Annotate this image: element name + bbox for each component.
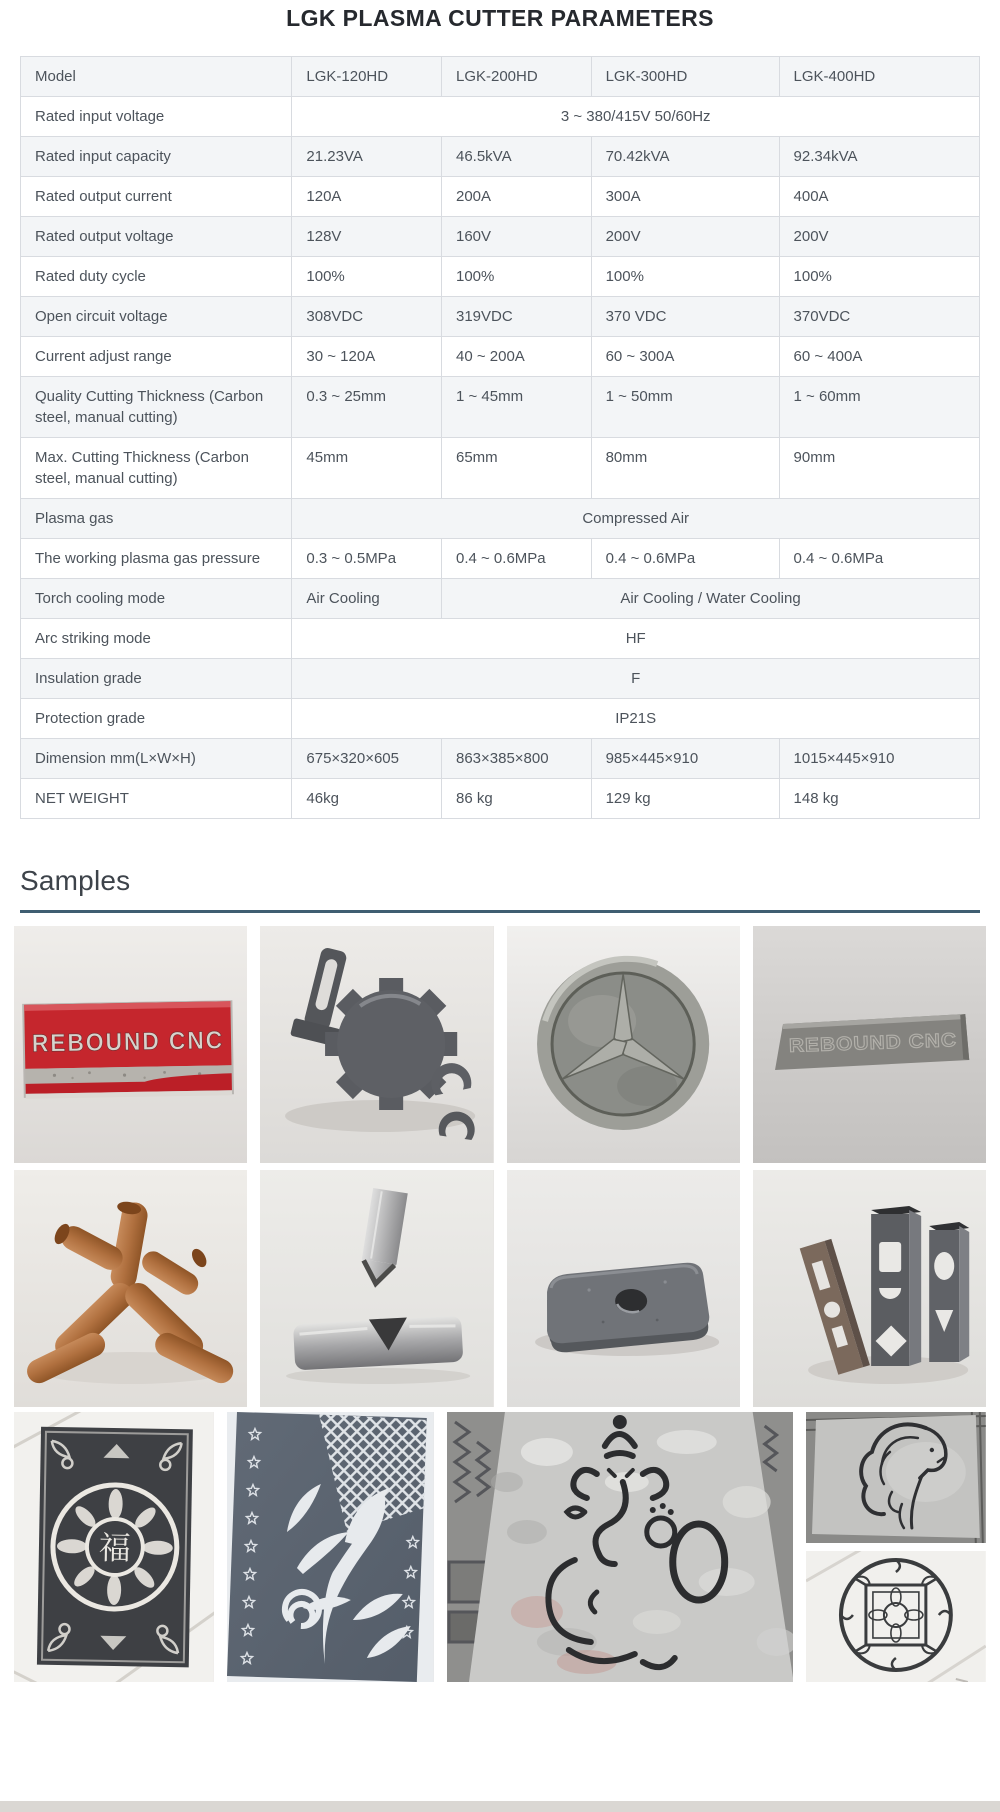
row-value: 0.4 ~ 0.6MPa (779, 539, 979, 579)
square-tubes-photo (753, 1170, 986, 1407)
row-label: Rated input voltage (21, 97, 292, 137)
table-row (21, 177, 980, 217)
row-label: Dimension mm(L×W×H) (21, 739, 292, 779)
row-value: 370VDC (779, 297, 979, 337)
row-label: The working plasma gas pressure (21, 539, 292, 579)
red-sign-photo (14, 926, 247, 1163)
row-label: Open circuit voltage (21, 297, 292, 337)
row-value: 120A (292, 177, 442, 217)
row-value: 1 ~ 45mm (441, 377, 591, 438)
col-header-300hd: LGK-300HD (591, 57, 779, 97)
table-row (21, 779, 980, 819)
col-header-model: Model (21, 57, 292, 97)
row-value: 863×385×800 (441, 739, 591, 779)
row-value: 319VDC (441, 297, 591, 337)
red-sign-text: REBOUND CNC (31, 1026, 242, 1058)
table-row (21, 97, 980, 137)
row-value: 308VDC (292, 297, 442, 337)
row-value-span: IP21S (292, 699, 980, 739)
row-label: Rated duty cycle (21, 257, 292, 297)
row-value: 0.3 ~ 25mm (292, 377, 442, 438)
row-value: 65mm (441, 438, 591, 499)
steel-plate (547, 1263, 709, 1353)
row-value: 0.3 ~ 0.5MPa (292, 539, 442, 579)
row-value: 0.4 ~ 0.6MPa (591, 539, 779, 579)
ganesha-sheet-photo (447, 1412, 794, 1682)
table-row (21, 257, 980, 297)
row-value: 148 kg (779, 779, 979, 819)
row-value: 200V (591, 217, 779, 257)
lion-sheet-photo (806, 1412, 986, 1543)
engraved-plate-text: REBOUND CNC (788, 1030, 943, 1057)
row-value-span: HF (292, 619, 980, 659)
table-row (21, 297, 980, 337)
v-notch-pipe-photo (260, 1170, 493, 1407)
row-value: 70.42kVA (591, 137, 779, 177)
table-row (21, 217, 980, 257)
col-header-400hd: LGK-400HD (779, 57, 979, 97)
table-row (21, 438, 980, 499)
table-row (21, 699, 980, 739)
row-value: 200V (779, 217, 979, 257)
cut-panel (37, 1427, 193, 1668)
row-value: 400A (779, 177, 979, 217)
table-row (21, 377, 980, 438)
row-value-span: 3 ~ 380/415V 50/60Hz (292, 97, 980, 137)
square-tube (871, 1206, 921, 1366)
row-value: 100% (591, 257, 779, 297)
row-label: Plasma gas (21, 499, 292, 539)
floral-panel-photo (227, 1412, 434, 1682)
table-row (21, 659, 980, 699)
fu-character: 福 (98, 1529, 132, 1567)
table-row (21, 539, 980, 579)
row-label: Rated output current (21, 177, 292, 217)
row-label: Arc striking mode (21, 619, 292, 659)
page-title: LGK PLASMA CUTTER PARAMETERS (286, 5, 714, 31)
rust-pipes-photo (14, 1170, 247, 1407)
square-plate-photo (507, 1170, 740, 1407)
row-value: Air Cooling (292, 579, 442, 619)
row-value: 60 ~ 400A (779, 337, 979, 377)
row-value: 45mm (292, 438, 442, 499)
col-header-200hd: LGK-200HD (441, 57, 591, 97)
table-row (21, 739, 980, 779)
row-value-span: Air Cooling / Water Cooling (441, 579, 979, 619)
star-emblem-photo (507, 926, 740, 1163)
row-label: Current adjust range (21, 337, 292, 377)
samples-right-stack (806, 1412, 986, 1682)
bottom-strip (0, 1801, 1000, 1812)
row-value: 40 ~ 200A (441, 337, 591, 377)
row-label: Torch cooling mode (21, 579, 292, 619)
row-value: 160V (441, 217, 591, 257)
col-header-120hd: LGK-120HD (292, 57, 442, 97)
table-row (21, 137, 980, 177)
fu-screen-panel-photo (14, 1412, 214, 1682)
row-label: NET WEIGHT (21, 779, 292, 819)
row-value: 100% (441, 257, 591, 297)
table-row (21, 579, 980, 619)
row-value: 92.34kVA (779, 137, 979, 177)
table-header-row (21, 57, 980, 97)
row-value: 129 kg (591, 779, 779, 819)
row-value: 128V (292, 217, 442, 257)
row-value: 80mm (591, 438, 779, 499)
samples-heading: Samples (20, 865, 131, 896)
row-label: Rated input capacity (21, 137, 292, 177)
row-value: 200A (441, 177, 591, 217)
row-value: 46.5kVA (441, 137, 591, 177)
row-value: 100% (779, 257, 979, 297)
row-value: 86 kg (441, 779, 591, 819)
row-value-span: F (292, 659, 980, 699)
row-value-span: Compressed Air (292, 499, 980, 539)
row-label: Quality Cutting Thickness (Carbon steel, manual cutting) (21, 377, 292, 438)
table-row (21, 499, 980, 539)
row-value: 21.23VA (292, 137, 442, 177)
row-value: 100% (292, 257, 442, 297)
row-label: Rated output voltage (21, 217, 292, 257)
row-value: 46kg (292, 779, 442, 819)
spec-table (20, 56, 980, 819)
row-label: Insulation grade (21, 659, 292, 699)
row-value: 30 ~ 120A (292, 337, 442, 377)
row-value: 0.4 ~ 0.6MPa (441, 539, 591, 579)
row-label: Max. Cutting Thickness (Carbon steel, manual cutting) (21, 438, 292, 499)
row-label: Protection grade (21, 699, 292, 739)
table-row (21, 337, 980, 377)
row-value: 1 ~ 50mm (591, 377, 779, 438)
row-value: 370 VDC (591, 297, 779, 337)
mandala-ring-photo (806, 1551, 986, 1682)
gear-parts-photo (260, 926, 493, 1163)
row-value: 300A (591, 177, 779, 217)
row-value: 1 ~ 60mm (779, 377, 979, 438)
row-value: 985×445×910 (591, 739, 779, 779)
table-row (21, 619, 980, 659)
engraved-plate-photo (753, 926, 986, 1163)
row-value: 675×320×605 (292, 739, 442, 779)
row-value: 60 ~ 300A (591, 337, 779, 377)
samples-heading-rule (20, 910, 980, 913)
samples-grid (14, 926, 986, 1407)
row-value: 90mm (779, 438, 979, 499)
row-value: 1015×445×910 (779, 739, 979, 779)
square-tube (929, 1222, 969, 1362)
samples-grid-bottom (14, 1412, 986, 1682)
